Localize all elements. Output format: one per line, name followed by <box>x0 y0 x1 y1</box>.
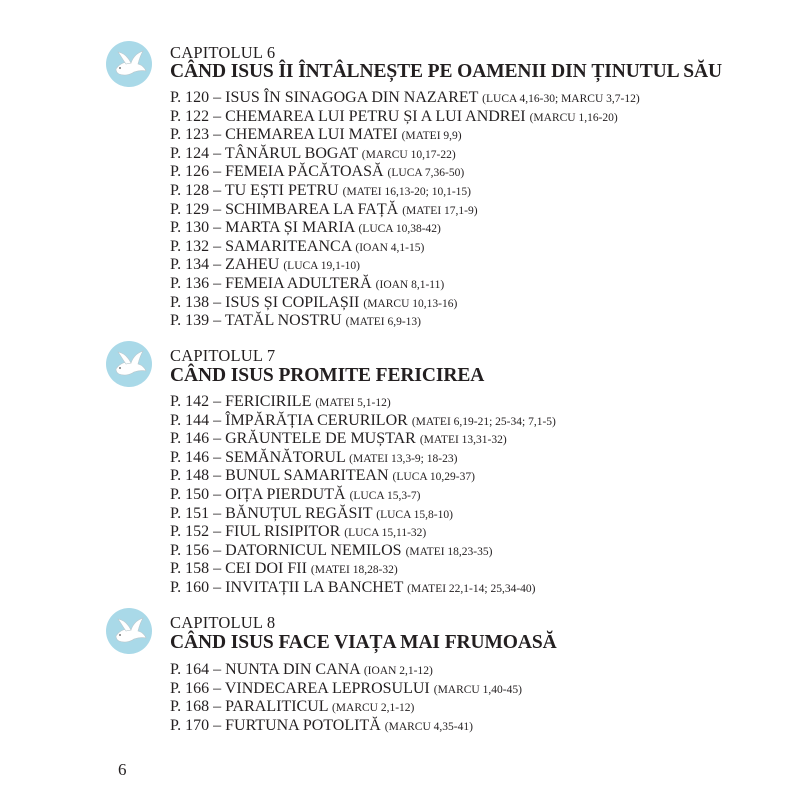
list-item: P. 160 – INVITAȚII LA BANCHET (MATEI 22,1-14; 25,34-40) <box>170 578 536 596</box>
list-item: P. 139 – TATĂL NOSTRU (MATEI 6,9-13) <box>170 312 421 330</box>
list-item: P. 151 – BĂNUȚUL REGĂSIT (LUCA 15,8-10) <box>170 504 453 522</box>
list-item: P. 124 – TÂNĂRUL BOGAT (MARCU 10,17-22) <box>170 144 456 162</box>
list-item: P. 128 – TU EȘTI PETRU (MATEI 16,13-20; 10,1-15) <box>170 181 472 199</box>
list-item: P. 129 – SCHIMBAREA LA FAȚĂ (MATEI 17,1-9) <box>170 200 478 218</box>
list-item: P. 130 – MARTA ȘI MARIA (LUCA 10,38-42) <box>170 219 441 237</box>
list-item: P. 148 – BUNUL SAMARITEAN (LUCA 10,29-37) <box>170 467 475 485</box>
dove-icon <box>106 41 152 87</box>
dove-icon <box>106 341 152 387</box>
list-item: P. 144 – ÎMPĂRĂȚIA CERURILOR (MATEI 6,19-21; 25-34; 7,1-5) <box>170 411 556 429</box>
page-number: 6 <box>118 760 127 779</box>
list-item: P. 170 – FURTUNA POTOLITĂ (MARCU 4,35-41) <box>170 716 473 734</box>
list-item: P. 120 – ISUS ÎN SINAGOGA DIN NAZARET (LUCA 4,16-30; MARCU 3,7-12) <box>170 89 640 106</box>
chapter-label: CAPITOLUL 7 <box>170 346 276 365</box>
list-item: P. 166 – VINDECAREA LEPROSULUI (MARCU 1,40-45) <box>170 679 522 697</box>
list-item: P. 122 – CHEMAREA LUI PETRU ȘI A LUI ANDREI (MARCU 1,16-20) <box>170 107 618 125</box>
dove-icon <box>106 608 152 654</box>
list-item: P. 164 – NUNTA DIN CANA (IOAN 2,1-12) <box>170 661 433 678</box>
chapter-label: CAPITOLUL 8 <box>170 613 276 632</box>
list-item: P. 150 – OIȚA PIERDUTĂ (LUCA 15,3-7) <box>170 485 421 503</box>
entry-list <box>170 661 522 735</box>
list-item: P. 146 – SEMĂNĂTORUL (MATEI 13,3-9; 18-23) <box>170 448 458 466</box>
list-item: P. 156 – DATORNICUL NEMILOS (MATEI 18,23-35) <box>170 541 493 559</box>
list-item: P. 168 – PARALITICUL (MARCU 2,1-12) <box>170 698 415 716</box>
list-item: P. 134 – ZAHEU (LUCA 19,1-10) <box>170 256 361 274</box>
list-item: P. 132 – SAMARITEANCA (IOAN 4,1-15) <box>170 237 425 255</box>
chapter-label: CAPITOLUL 6 <box>170 43 276 62</box>
list-item: P. 142 – FERICIRILE (MATEI 5,1-12) <box>170 393 391 410</box>
list-item: P. 146 – GRĂUNTELE DE MUȘTAR (MATEI 13,31-32) <box>170 430 507 448</box>
entry-list <box>170 393 556 598</box>
list-item: P. 152 – FIUL RISIPITOR (LUCA 15,11-32) <box>170 523 427 541</box>
chapter-title: CÂND ISUS PROMITE FERICIREA <box>170 365 485 386</box>
list-item: P. 158 – CEI DOI FII (MATEI 18,28-32) <box>170 560 398 578</box>
list-item: P. 126 – FEMEIA PĂCĂTOASĂ (LUCA 7,36-50) <box>170 163 465 181</box>
chapter-title: CÂND ISUS ÎI ÎNTÂLNEȘTE PE OAMENII DIN ȚINUTUL SĂU <box>170 61 722 82</box>
list-item: P. 138 – ISUS ȘI COPILAȘII (MARCU 10,13-16) <box>170 293 458 311</box>
list-item: P. 136 – FEMEIA ADULTERĂ (IOAN 8,1-11) <box>170 274 445 292</box>
chapter-title: CÂND ISUS FACE VIAȚA MAI FRUMOASĂ <box>170 632 557 653</box>
list-item: P. 123 – CHEMAREA LUI MATEI (MATEI 9,9) <box>170 126 462 144</box>
entry-list <box>170 89 640 331</box>
